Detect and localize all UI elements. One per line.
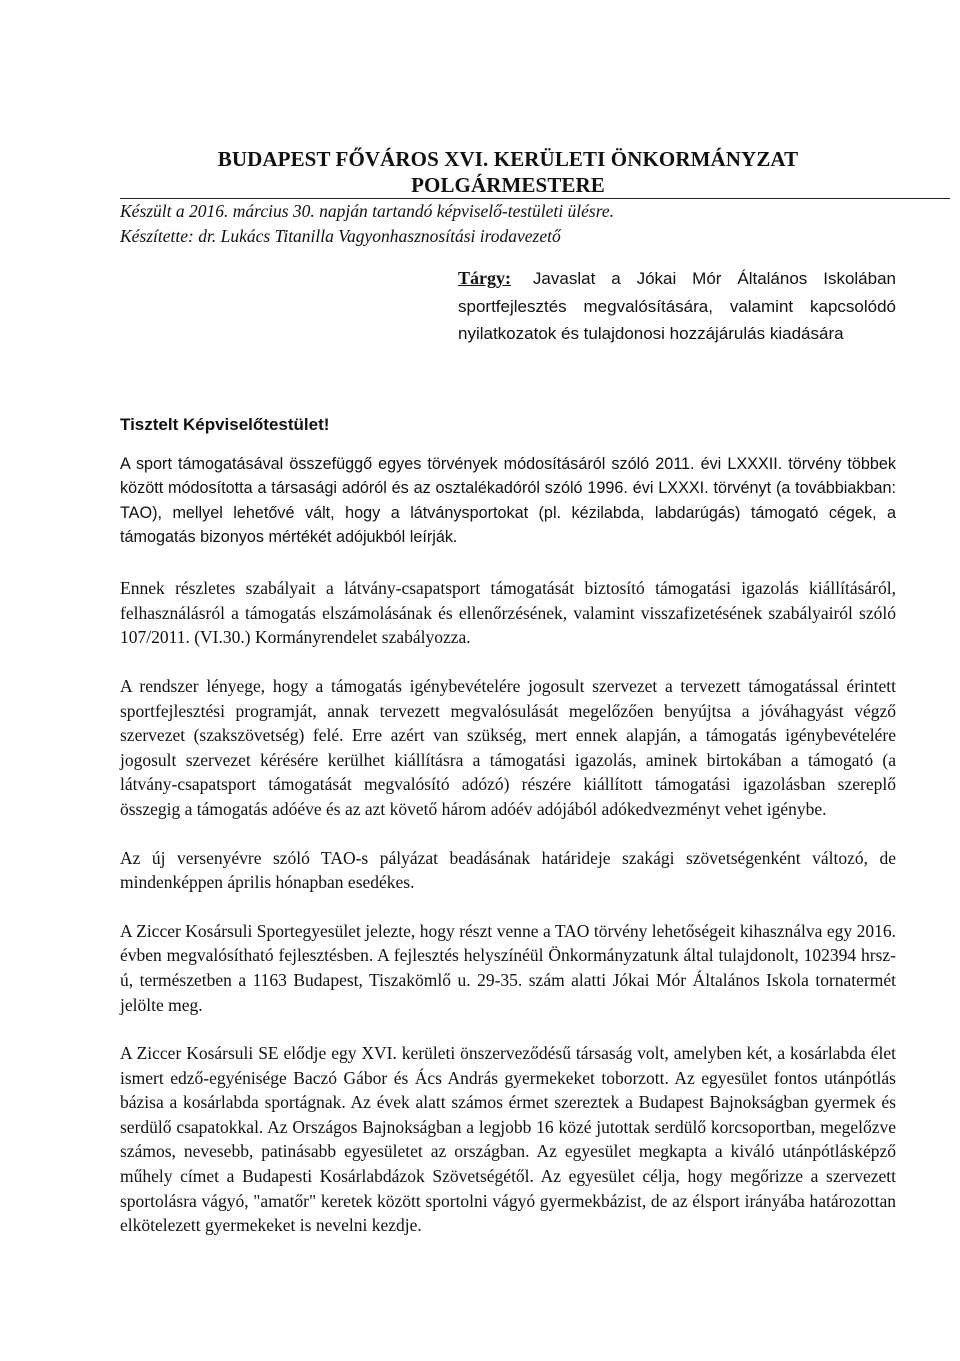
- body-paragraph-5: A Ziccer Kosársuli Sportegyesület jelezte, hogy részt venne a TAO törvény lehetőségeit kihasználva egy 2016. évben megvalósítható fejlesztésben. A fejlesztés helyszínéül Önkormányzatunk által tulajdonolt, 102394 hrsz-ú, természetben a 1163 Budapest, Tiszakömlő u. 29-35. szám alatti Jókai Mór Általános Iskola tornatermét jelölte meg.: [120, 920, 896, 1015]
- body-paragraph-4: Az új versenyévre szóló TAO-s pályázat beadásának határideje szakági szövetségenként változó, de mindenképpen április hónapban esedékes.: [120, 847, 896, 893]
- document-body: [120, 452, 896, 1262]
- document-meta: [120, 199, 896, 249]
- body-paragraph-3: A rendszer lényege, hogy a támogatás igénybevételére jogosult szervezet a tervezett támogatással érintett sportfejlesztési programját, annak tervezett megvalósulását megelőzően benyújtsa a jóváhagyást végző szervezet (szakszövetség) felé. Erre azért van szükség, mert ennek alapján, a támogatás igénybevételére jogosult szervezet kérésére kerülhet kiállításra a támogatási igazolás, aminek birtokában a támogató (a látvány-csapatsport támogatását megvalósító adózó) részére kiállított támogatási igazolásban szereplő összegig a támogatás adóéve és az azt követő három adóév adójából adókedvezményt vehet igénybe.: [120, 675, 896, 819]
- subject-text: Javaslat a Jókai Mór Általános Iskolában sportfejlesztés megvalósítására, valamint kapcsolódó nyilatkozatok és tulajdonosi hozzájárulás kiadására: [458, 269, 896, 343]
- body-paragraph-6: A Ziccer Kosársuli SE elődje egy XVI. kerületi önszerveződésű társaság volt, amelyben két, a kosárlabda élet ismert edző-egyénisége Baczó Gábor és Ács András gyermekeket toborzott. Az egyesület fontos utánpótlás bázisa a kosárlabda sportágnak. Az évek alatt számos érmet szereztek a Budapest Bajnokságban gyermek és serdülő csapatokkal. Az Országos Bajnokságban a legjobb 16 közé jutottak serdülő korcsoportban, megelőzve számos, nevesebb, patinásabb egyesületet az országban. Az egyesület megkapta a kiváló utánpótlásképző műhely címet a Budapesti Kosárlabdázok Szövetségétől. Az egyesület célja, hogy megőrizze a szervezett sportolásra vágyó, "amatőr" keretek között sportolni vágyó gyermekbázist, de az élsport irányába határozottan elkötelezett gyermekeket is nevelni kezdje.: [120, 1043, 896, 1236]
- issuer-subtitle: POLGÁRMESTERE: [411, 173, 605, 197]
- subject-block: [458, 265, 896, 348]
- document-header: [120, 146, 896, 198]
- subject-label: Tárgy:: [458, 268, 511, 288]
- prepared-for-line: Készült a 2016. március 30. napján tartandó képviselő-testületi ülésre.: [120, 201, 614, 221]
- body-paragraph-1: A sport támogatásával összefüggő egyes törvények módosításáról szóló 2011. évi LXXXII. törvény többek között módosította a társasági adóról és az osztalékadóról szóló 1996. évi LXXXI. törvényt (a továbbiakban: TAO), mellyel lehetővé vált, hogy a látványsportokat (pl. kézilabda, labdarúgás) támogató cégek, a támogatás bizonyos mértékét adójukból leírják.: [120, 455, 896, 546]
- prepared-by-line: Készítette: dr. Lukács Titanilla Vagyonhasznosítási irodavezető: [120, 226, 561, 246]
- salutation: Tisztelt Képviselőtestület!: [120, 415, 330, 434]
- issuer-title: BUDAPEST FŐVÁROS XVI. KERÜLETI ÖNKORMÁNYZAT: [217, 147, 799, 171]
- body-paragraph-2: Ennek részletes szabályait a látvány-csapatsport támogatását biztosító támogatási igazolás kiállításáról, felhasználásról a támogatás elszámolásának és ellenőrzésének, valamint visszafizetésének szabályairól szóló 107/2011. (VI.30.) Kormányrendelet szabályozza.: [120, 578, 896, 648]
